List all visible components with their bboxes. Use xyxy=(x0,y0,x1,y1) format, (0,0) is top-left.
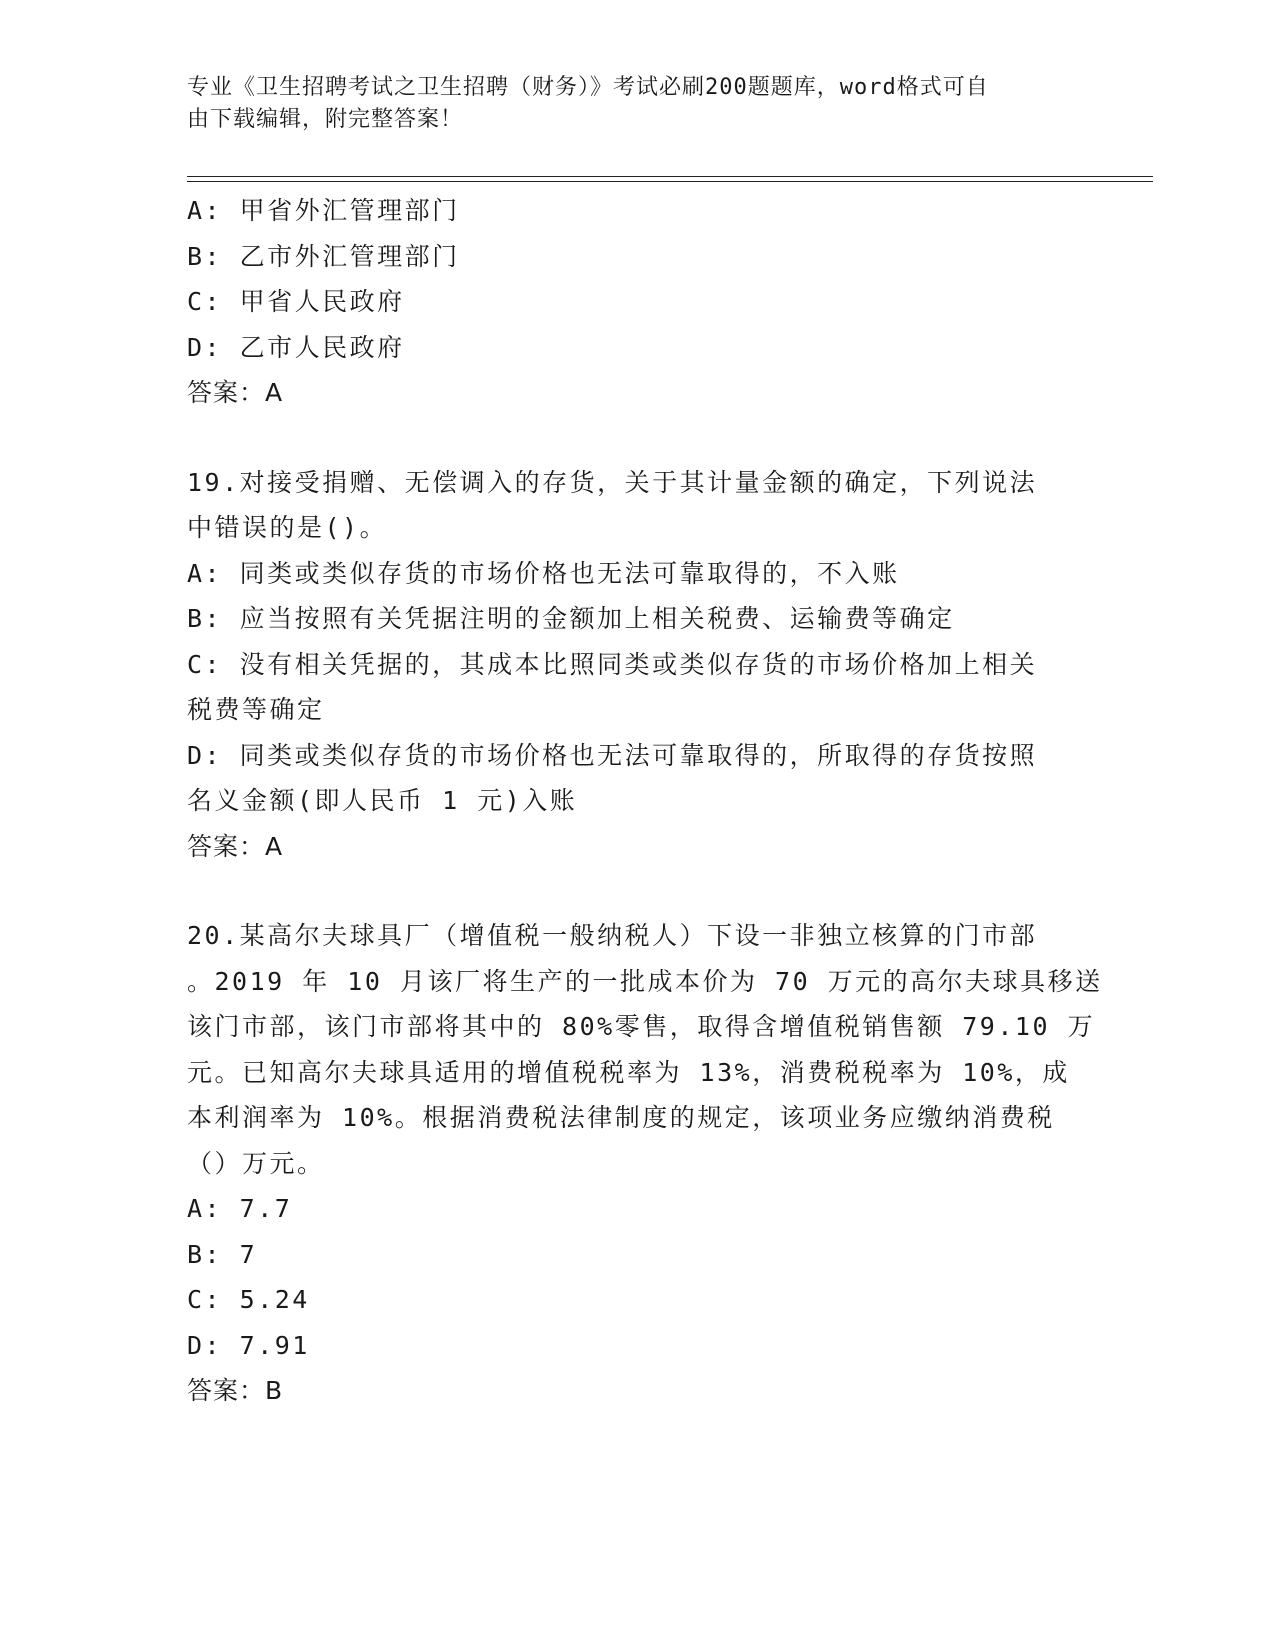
answer: 答案：A xyxy=(187,378,284,407)
question-stem: 元。已知高尔夫球具适用的增值税税率为 13%，消费税税率为 10%，成 xyxy=(187,1057,1070,1087)
question-stem: 中错误的是()。 xyxy=(187,513,388,542)
question-stem: 。2019 年 10 月该厂将生产的一批成本价为 70 万元的高尔夫球具移送 xyxy=(187,966,1103,996)
spacer xyxy=(187,869,1087,913)
question-stem: （）万元。 xyxy=(187,1148,325,1178)
answer: 答案：B xyxy=(187,1376,284,1405)
question-20 xyxy=(187,913,1103,1414)
question-stem: 本利润率为 10%。根据消费税法律制度的规定，该项业务应缴纳消费税 xyxy=(187,1103,1055,1132)
question-stem: 19.对接受捐赠、无偿调入的存货，关于其计量金额的确定，下列说法 xyxy=(187,467,1038,497)
option-a: A: 7.7 xyxy=(187,1194,293,1223)
option-c-continued: 税费等确定 xyxy=(187,695,325,724)
header-divider-bottom xyxy=(187,181,1153,182)
option-c: C: 没有相关凭据的，其成本比照同类或类似存货的市场价格加上相关 xyxy=(187,649,1038,679)
option-d-continued: 名义金额(即人民币 1 元)入账 xyxy=(187,786,578,815)
header-divider-top xyxy=(187,176,1153,177)
header-line-2: 由下载编辑，附完整答案！ xyxy=(187,107,464,132)
question-19 xyxy=(187,460,1087,870)
option-a: A: 同类或类似存货的市场价格也无法可靠取得的，不入账 xyxy=(187,558,900,588)
header-line-1: 专业《卫生招聘考试之卫生招聘（财务）》考试必刷200题题库，word格式可自 xyxy=(187,75,989,100)
option-a: A: 甲省外汇管理部门 xyxy=(187,196,460,225)
answer: 答案：A xyxy=(187,831,284,861)
question-stem: 该门市部，该门市部将其中的 80%零售，取得含增值税销售额 79.10 万 xyxy=(187,1012,1096,1041)
option-b: B: 应当按照有关凭据注明的金额加上相关税费、运输费等确定 xyxy=(187,604,955,633)
option-d: D: 同类或类似存货的市场价格也无法可靠取得的，所取得的存货按照 xyxy=(187,740,1038,770)
option-c: C: 5.24 xyxy=(187,1285,310,1314)
option-d: D: 7.91 xyxy=(187,1330,310,1360)
question-stem: 20.某高尔夫球具厂（增值税一般纳税人）下设一非独立核算的门市部 xyxy=(187,921,1038,950)
option-b: B: 7 xyxy=(187,1239,258,1269)
document-header xyxy=(187,72,1067,136)
document-body xyxy=(187,188,1103,1414)
prev-question xyxy=(187,188,1087,416)
spacer xyxy=(187,416,1087,460)
option-b: B: 乙市外汇管理部门 xyxy=(187,241,460,271)
option-d: D: 乙市人民政府 xyxy=(187,332,405,362)
option-c: C: 甲省人民政府 xyxy=(187,287,405,316)
